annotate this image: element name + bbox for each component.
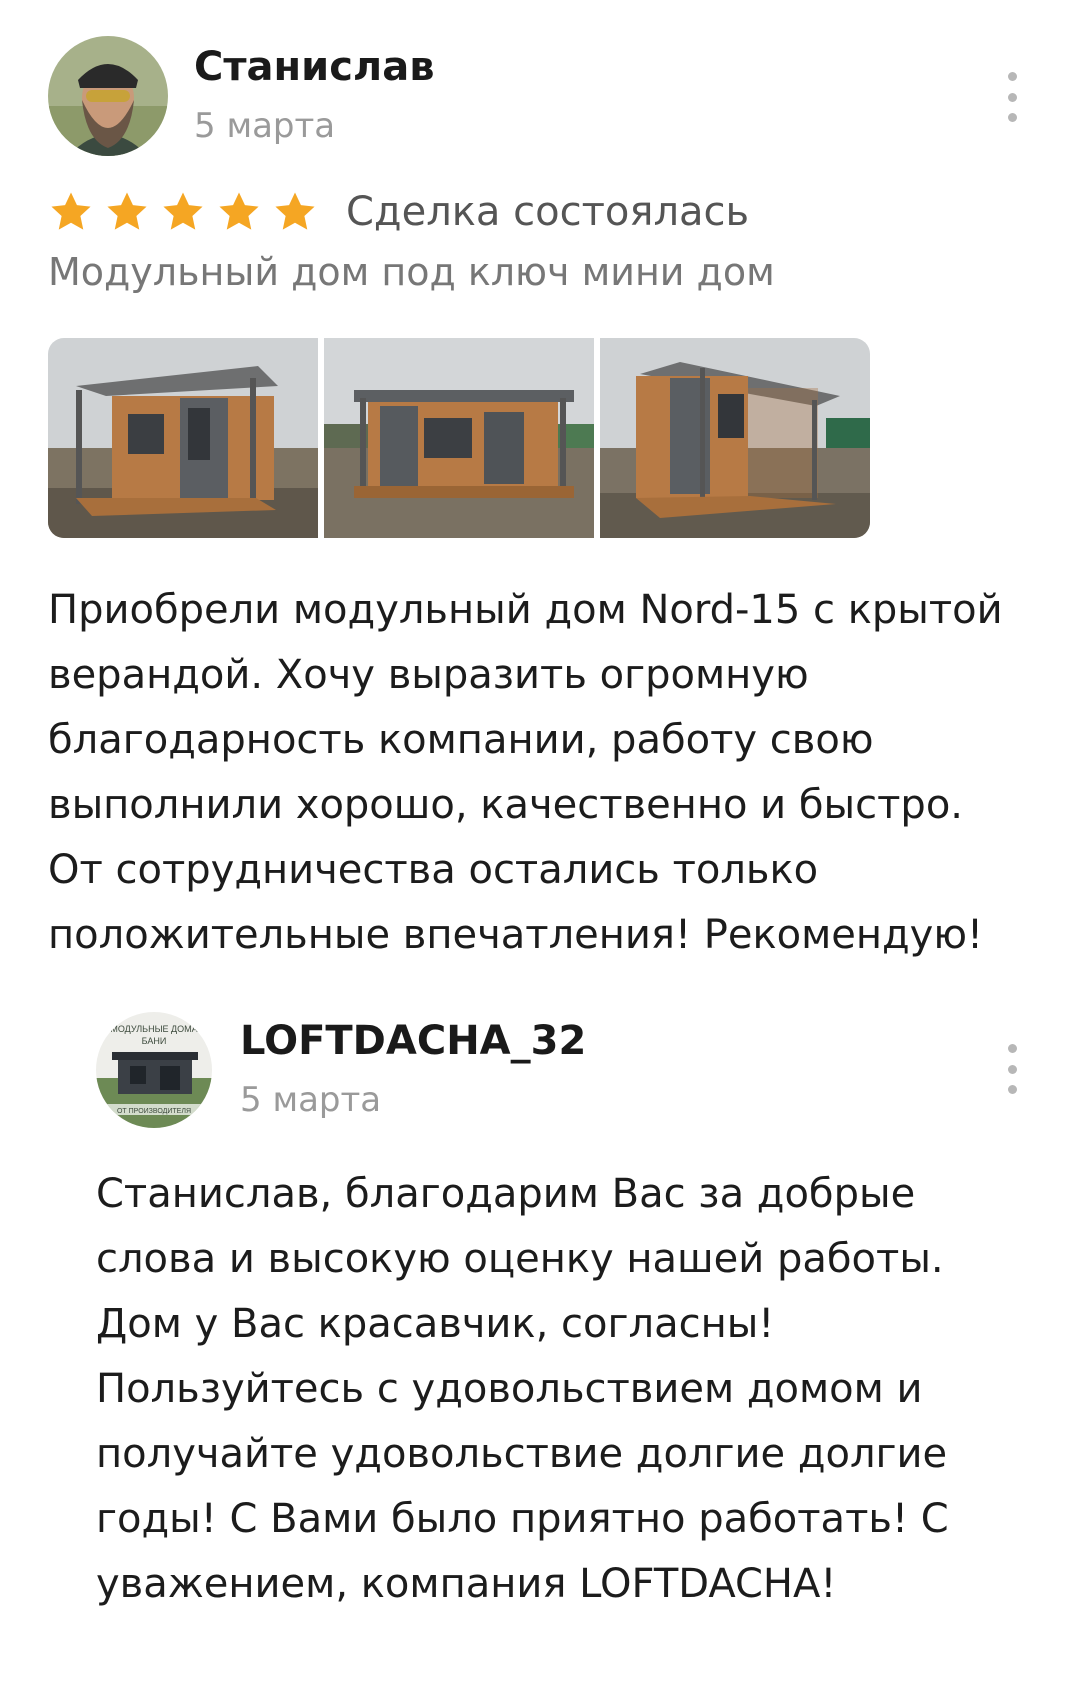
review-text: Приобрели модульный дом Nord-15 с крытой верандой. Хочу выразить огромную благодарность компании, работу свою выполнили хорошо, качественно и быстро. От сотрудничества остались только положительные впечатления! Рекомендую! <box>48 587 1003 958</box>
deal-status: Сделка состоялась <box>346 189 750 235</box>
reply-author[interactable]: LOFTDACHA_32 <box>240 1018 587 1064</box>
star-icon <box>272 189 318 235</box>
avatar[interactable] <box>48 36 168 156</box>
more-vertical-icon <box>1008 1044 1017 1053</box>
reply-date: 5 марта <box>240 1080 382 1120</box>
reply-header <box>96 1012 1032 1126</box>
avatar-caption: МОДУЛЬНЫЕ ДОМА <box>110 1024 198 1034</box>
review-photo[interactable] <box>600 338 870 538</box>
star-icon <box>216 189 262 235</box>
star-icon <box>104 189 150 235</box>
author-name[interactable]: Станислав <box>194 44 435 90</box>
avatar-caption: БАНИ <box>141 1036 167 1046</box>
review-photo[interactable] <box>324 338 594 538</box>
avatar-image <box>48 36 168 156</box>
star-icon <box>160 189 206 235</box>
company-avatar[interactable] <box>96 1012 212 1128</box>
review-more-button[interactable] <box>992 72 1032 122</box>
rating-row <box>48 184 749 240</box>
product-name[interactable]: Модульный дом под ключ мини дом <box>48 250 775 294</box>
review-date: 5 марта <box>194 106 336 146</box>
star-icon <box>48 189 94 235</box>
reply-more-button[interactable] <box>992 1044 1032 1094</box>
reply-text: Станислав, благодарим Вас за добрые слова и высокую оценку нашей работы. Дом у Вас красавчик, согласны! Пользуйтесь с удовольствием домом и получайте удовольствие долгие долгие годы! С Вами было приятно работать! С уважением, компания LOFTDACHA! <box>96 1171 949 1607</box>
photo-gallery <box>48 338 870 538</box>
star-rating <box>48 189 318 235</box>
avatar-caption: ОТ ПРОИЗВОДИТЕЛЯ <box>116 1108 192 1115</box>
review-header <box>48 36 1032 156</box>
more-vertical-icon <box>1008 72 1017 81</box>
review-photo[interactable] <box>48 338 318 538</box>
